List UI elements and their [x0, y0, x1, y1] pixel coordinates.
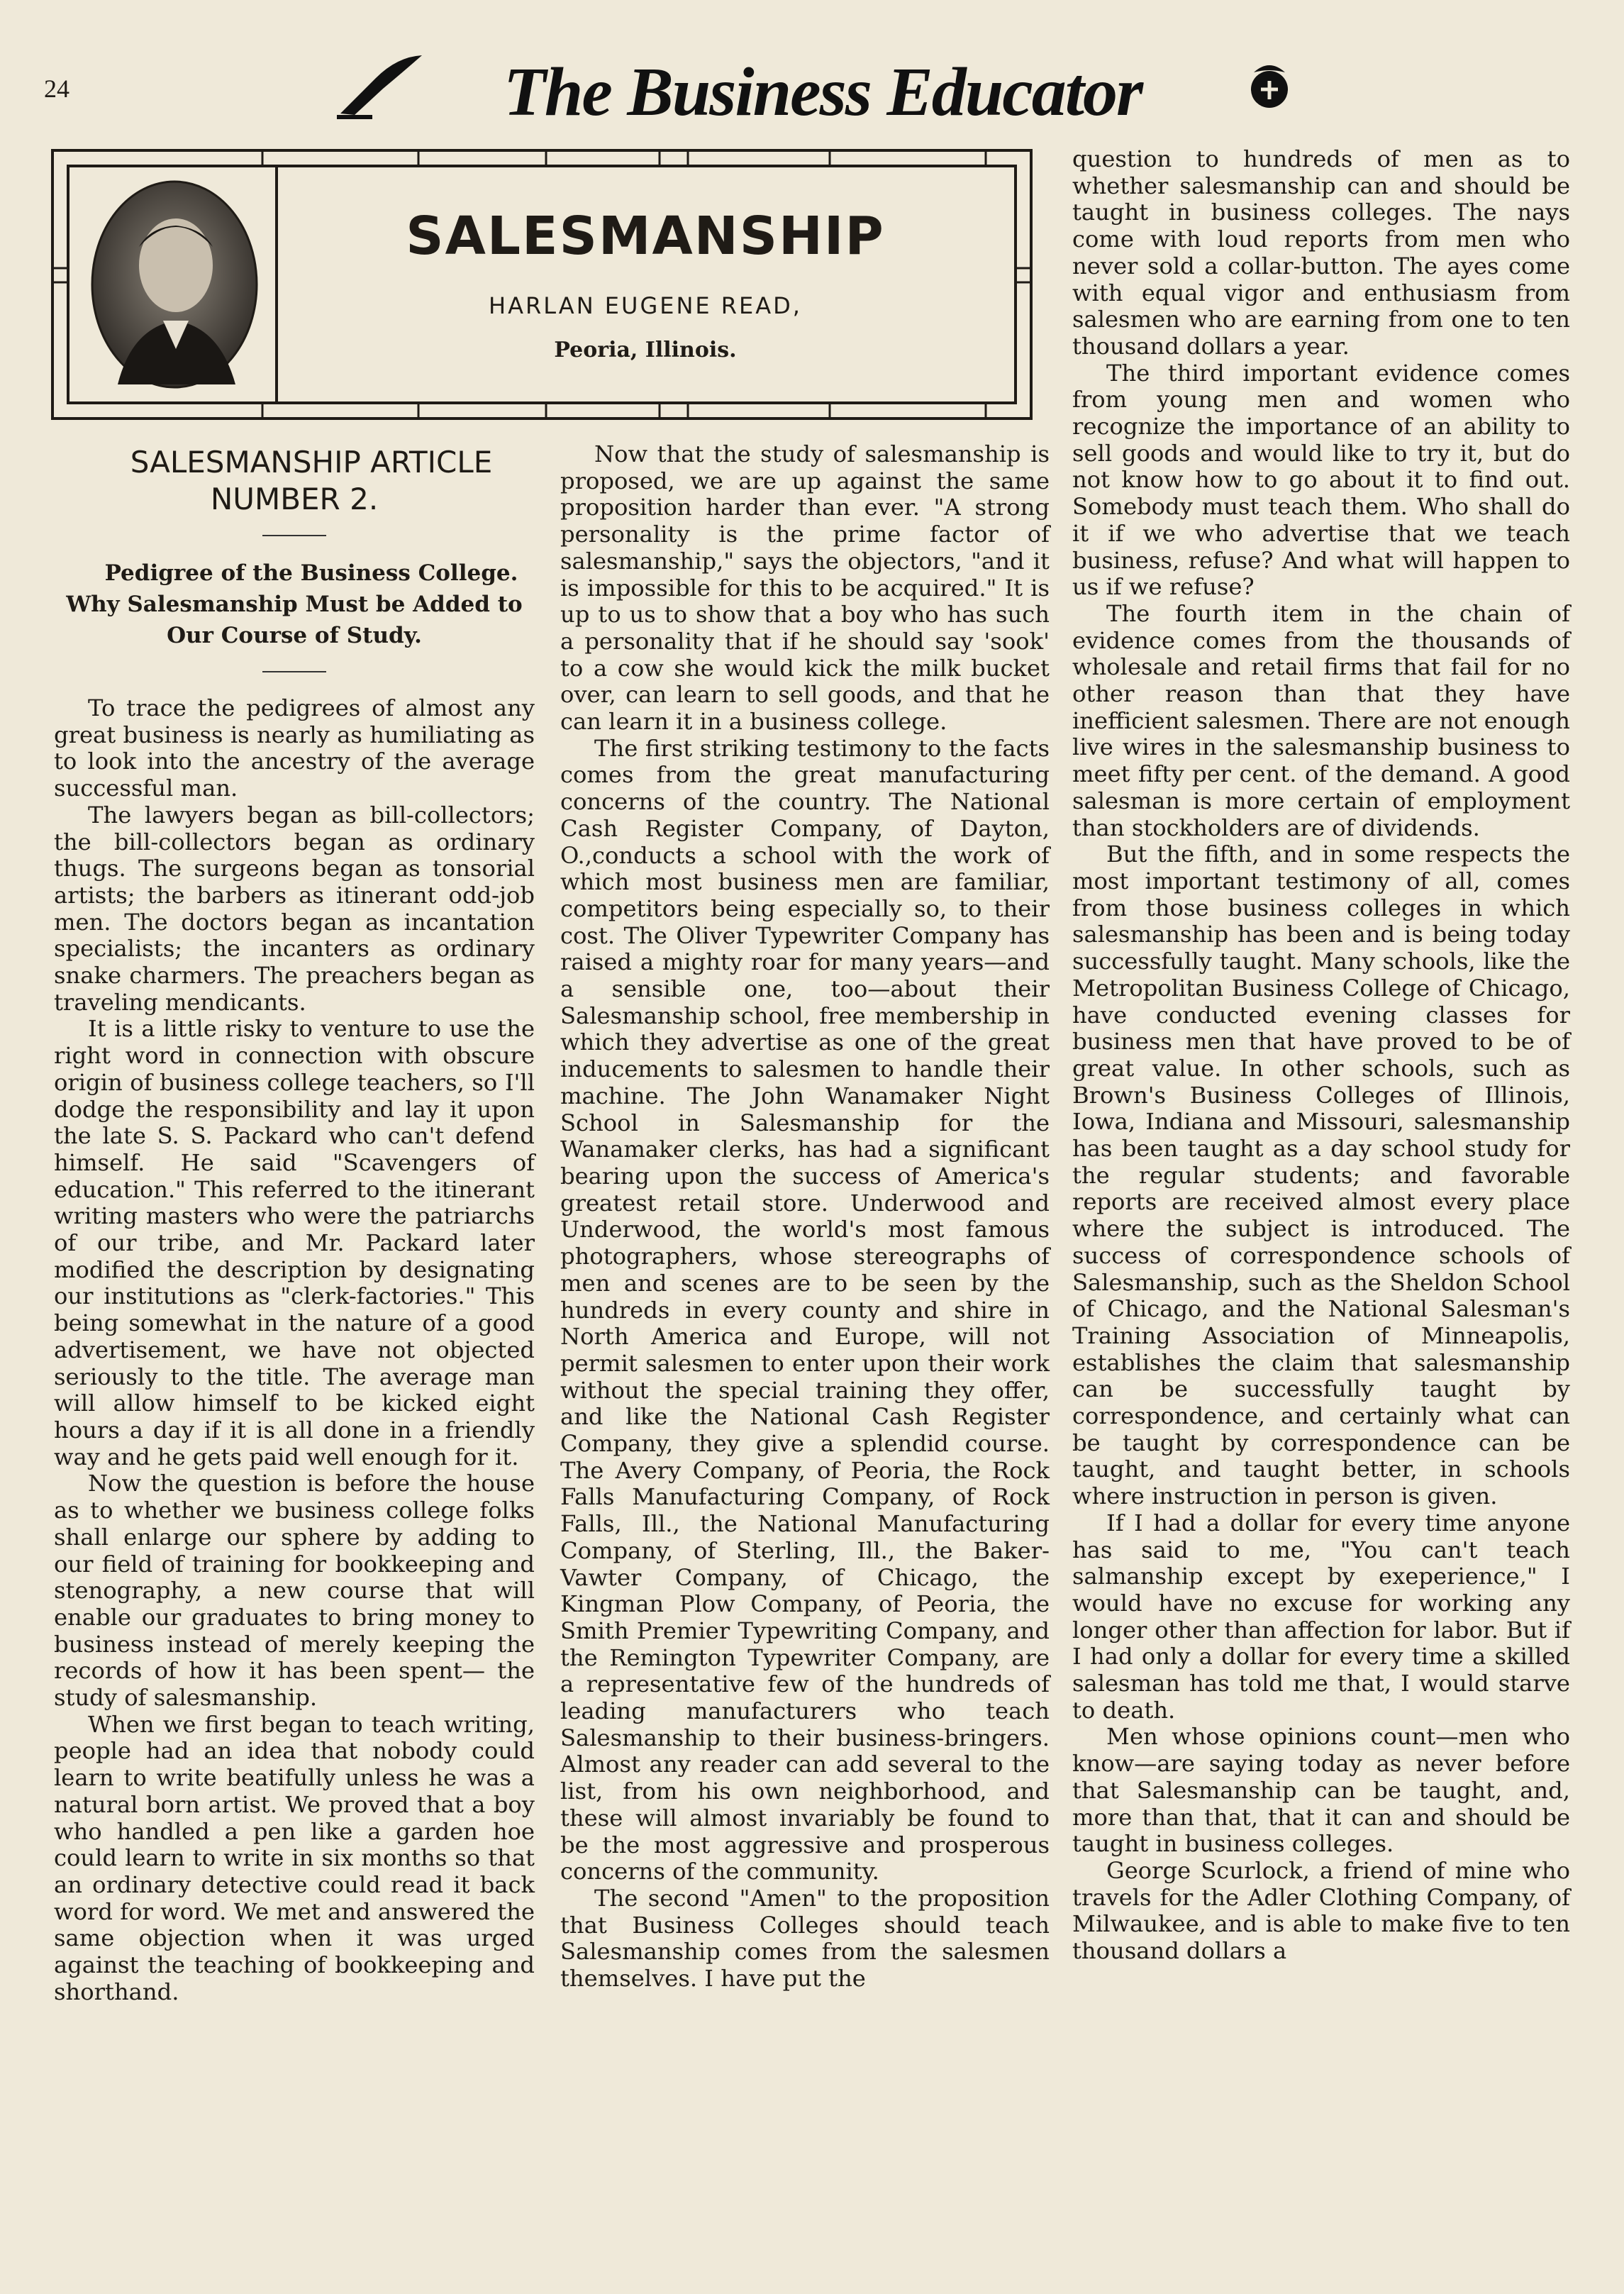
article-header-box — [50, 148, 1034, 421]
paragraph: The fourth item in the chain of evidence comes from the thousands of wholesale and retail firms that fail for no other reason than that they have inefficient salesmen. There are not enough live wires in the salesmanship business to meet fifty per cent. of the demand. A good salesman is more certain of employment than stockholders are of dividends. — [1072, 599, 1570, 841]
article-title: SALESMANSHIP — [406, 206, 885, 267]
author-portrait — [89, 179, 260, 390]
paragraph: It is a little risky to venture to use the right word in connection with obscure origin of business college teachers, so I'll dodge the responsibility and lay it upon the late S. S. Packard who can't defend himself. He said "Scavengers of education." This referred to the itinerant writing masters who were the patriarchs of our tribe, and Mr. Packard later modified the description by designating our institutions as "clerk-factories." This being somewhat in the nature of a good advertisement, we have not objected seriously to the title. The average man will allow himself to be kicked eight hours a day if it is all done in a friendly way and he gets paid well enough for it. — [54, 1015, 535, 1470]
author-name: HARLAN EUGENE READ, — [489, 292, 802, 319]
column-3 — [1072, 146, 1570, 1965]
paragraph: The second "Amen" to the proposition that Business Colleges should teach Salesmanship comes from the salesmen themselves. I have put the — [560, 1884, 1050, 1993]
article-deck: Pedigree of the Business College. Why Salesmanship Must be Added to Our Course of Study. — [66, 560, 523, 648]
paragraph: Now that the study of salesmanship is proposed, we are up against the same proposition harder than ever. "A strong personality is the prime factor of salesmanship," says the objectors, "and it is impossible for this to be acquired." It is up to us to show that a boy who has such a personality that if he should say 'sook' to a cow she would kick the milk bucket over, can learn to sell goods, and that he can learn it in a business college. — [560, 440, 1050, 736]
title-area — [291, 174, 1000, 362]
paragraph: The lawyers began as bill-collectors; the bill-collectors began as ordinary thugs. The surgeons began as tonsorial artists; the barbers as itinerant odd-job men. The doctors began as incantation specialists; the incanters as ordinary snake charmers. The preachers began as traveling mendicants. — [54, 801, 535, 1016]
paragraph: George Scurlock, a friend of mine who travels for the Adler Clothing Company, of Milwaukee, and is able to make five to ten thousand dollars a — [1072, 1857, 1570, 1965]
paragraph: To trace the pedigrees of almost any great business is nearly as humiliating as to look into the ancestry of the average successful man. — [54, 694, 535, 802]
paragraph: But the fifth, and in some respects the most important testimony of all, comes from those business colleges in which salesmanship has been and is being today successfully taught. Many schools, like the Metropolitan Business College of Chicago, have conducted evening classes for business men that have proved to be of great value. In other schools, such as Brown's Business Colleges of Illinois, Iowa, Indiana and Missouri, salesmanship has been taught as a day school study for the regular students; and favorable reports are received almost every place where the subject is introduced. The success of correspondence schools of Salesmanship, such as the Sheldon School of Chicago, and the National Salesman's Training Association of Minneapolis, establishes the claim that salesmanship can be successfully taught by correspondence, and certainly what can be taught by correspondence can be taught, and taught better, in schools where instruction in person is given. — [1072, 841, 1570, 1510]
masthead-title: The Business Educator — [504, 54, 1142, 131]
column-1 — [54, 444, 535, 2005]
paragraph: question to hundreds of men as to whether salesmanship can and should be taught in business colleges. The nays come with loud reports from men who never sold a collar-button. The ayes come with equal vigor and enthusiasm from salesmen who are earning from one to ten thousand dollars a year. — [1072, 145, 1570, 360]
paragraph: Now the question is before the house as to whether we business college folks shall enlarge our sphere by adding to our field of training for bookkeeping and stenography, a new course that will enable our graduates to bring money to business instead of merely keeping the records of how it has been spent— the study of salesmanship. — [54, 1470, 535, 1712]
column-2 — [560, 441, 1050, 1993]
masthead — [333, 43, 1298, 131]
divider-rule — [262, 671, 326, 672]
paragraph: The first striking testimony to the facts comes from the great manufacturing concerns of the country. The National Cash Register Company, of Dayton, O.,conducts a school with the work of which most business men are familiar, competitors being especially so, to their cost. The Oliver Typewriter Company has raised a mighty roar for many years—and a sensible one, too—about their Salesmanship school, free membership in which they advertise as one of the great inducements to salesmen to handle their machine. The John Wanamaker Night School in Salesmanship for the Wanamaker clerks, has had a significant bearing upon the success of America's greatest retail store. Underwood and Underwood, the world's most famous photographers, whose stereographs of men and scenes are to be seen by the hundreds in every county and shire in North America and Europe, will not permit salesmen to enter upon their work without the special training they offer, and like the National Cash Register Company, they give a splendid course. The Avery Company, of Peoria, the Rock Falls Manufacturing Company, of Rock Falls, Ill., the National Manufacturing Company, of Sterling, Ill., the Baker-Vawter Company, of Chicago, the Kingman Plow Company, of Peoria, the Smith Premier Typewriting Company, and the Remington Typewriter Company, are a representative few of the hundreds of leading manufacturers who teach Salesmanship to their business-bringers. Almost any reader can add several to the list, from his own neighborhood, and these will almost invariably be found to be the most aggressive and prosperous concerns of the community. — [560, 734, 1050, 1885]
paragraph: If I had a dollar for every time anyone has said to me, "You can't teach salmanship except by exeperience," I would have no excuse for working any longer other than affection for labor. But if I had only a dollar for every time a skilled salesman has told me that, I would starve to death. — [1072, 1509, 1570, 1724]
divider-rule — [262, 535, 326, 536]
page-number: 24 — [44, 74, 69, 103]
quill-icon — [333, 50, 426, 121]
author-location: Peoria, Illinois. — [554, 338, 737, 362]
emblem-icon — [1241, 58, 1298, 115]
paragraph: The third important evidence comes from young men and women who recognize the importance of an ability to sell goods and would like to try it, but do not know how to go about it to find out. Somebody must teach them. Who shall do it if we who advertise that we teach business, refuse? And what will happen to us if we refuse? — [1072, 359, 1570, 601]
paragraph: Men whose opinions count—men who know—are saying today as never before that Salesmanship can be taught, and, more than that, that it can and should be taught in business colleges. — [1072, 1723, 1570, 1858]
article-heading: SALESMANSHIP ARTICLE NUMBER 2. — [130, 445, 493, 516]
paragraph: When we first began to teach writing, people had an idea that nobody could learn to write beatifully unless he was a natural born artist. We proved that a boy who handled a pen like a garden hoe could learn to write in six months so that an ordinary detective could read it back word for word. We met and answered the same objection when it was urged against the teaching of bookkeeping and shorthand. — [54, 1710, 535, 2005]
